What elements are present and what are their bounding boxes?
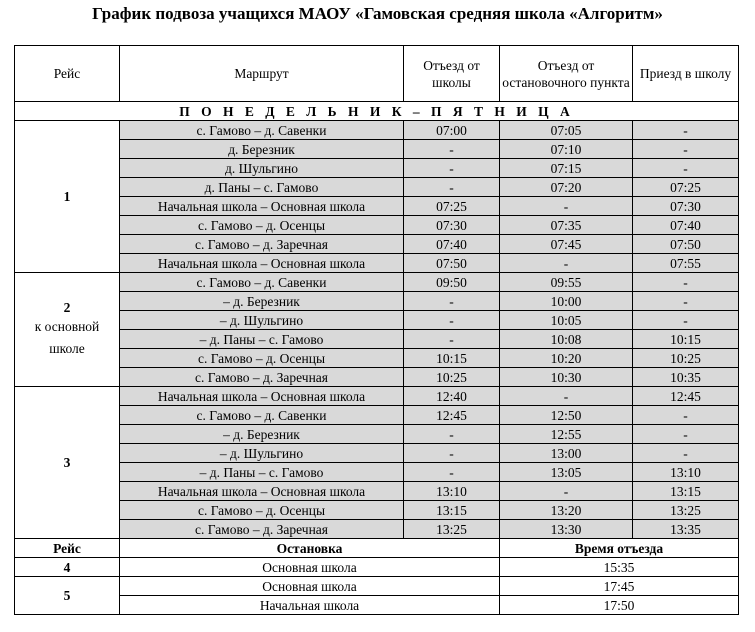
table-header-row (15, 46, 739, 102)
arrive-cell: 07:55 (633, 254, 739, 273)
depart-school-cell: - (404, 330, 500, 349)
depart-stop-cell: 13:00 (500, 444, 633, 463)
route-cell: – д. Паны – с. Гамово (120, 463, 404, 482)
depart-school-cell: - (404, 140, 500, 159)
route-cell: с. Гамово – д. Осенцы (120, 349, 404, 368)
route-cell: д. Шульгино (120, 159, 404, 178)
route-cell: – д. Паны – с. Гамово (120, 330, 404, 349)
depart-school-cell: 07:00 (404, 121, 500, 140)
arrive-cell: 10:15 (633, 330, 739, 349)
depart-stop-cell: 10:05 (500, 311, 633, 330)
table-row (15, 387, 739, 406)
table-row (15, 216, 739, 235)
depart-stop-cell: 10:08 (500, 330, 633, 349)
footer-time-cell: 17:50 (500, 596, 739, 615)
footer-header-row (15, 539, 739, 558)
depart-stop-cell: 07:15 (500, 159, 633, 178)
route-cell: Начальная школа – Основная школа (120, 387, 404, 406)
route-cell: – д. Шульгино (120, 311, 404, 330)
trip-1-group (15, 121, 739, 273)
route-cell: – д. Шульгино (120, 444, 404, 463)
trip-2-group (15, 273, 739, 387)
table-row (15, 311, 739, 330)
depart-school-cell: - (404, 463, 500, 482)
table-row (15, 558, 739, 577)
arrive-cell: 13:15 (633, 482, 739, 501)
route-cell: с. Гамово – д. Савенки (120, 406, 404, 425)
table-row (15, 292, 739, 311)
table-row (15, 121, 739, 140)
table-row (15, 482, 739, 501)
table-row (15, 330, 739, 349)
depart-stop-cell: 09:55 (500, 273, 633, 292)
days-label: П О Н Е Д Е Л Ь Н И К – П Я Т Н И Ц А (15, 102, 739, 121)
route-cell: с. Гамово – д. Осенцы (120, 501, 404, 520)
schedule-table (14, 45, 739, 615)
depart-school-cell: 07:40 (404, 235, 500, 254)
arrive-cell: - (633, 292, 739, 311)
arrive-cell: 10:35 (633, 368, 739, 387)
footer-header-reys: Рейс (15, 539, 120, 558)
table-row (15, 463, 739, 482)
depart-stop-cell: 13:05 (500, 463, 633, 482)
depart-school-cell: 13:10 (404, 482, 500, 501)
table-row (15, 178, 739, 197)
route-cell: с. Гамово – д. Заречная (120, 520, 404, 539)
footer-time-cell: 17:45 (500, 577, 739, 596)
table-row (15, 349, 739, 368)
footer-stop-cell: Начальная школа (120, 596, 500, 615)
depart-stop-cell: 10:20 (500, 349, 633, 368)
depart-stop-cell: 07:20 (500, 178, 633, 197)
route-cell: Начальная школа – Основная школа (120, 482, 404, 501)
depart-school-cell: 07:30 (404, 216, 500, 235)
trip-label (15, 273, 120, 387)
depart-stop-cell: 07:45 (500, 235, 633, 254)
depart-school-cell: 12:45 (404, 406, 500, 425)
table-row (15, 159, 739, 178)
trip-number: 3 (63, 455, 71, 470)
table-row (15, 197, 739, 216)
arrive-cell: 13:25 (633, 501, 739, 520)
table-row (15, 596, 739, 615)
route-cell: Начальная школа – Основная школа (120, 254, 404, 273)
col-header-arrive-school: Приезд в школу (633, 46, 739, 102)
depart-stop-cell: 07:35 (500, 216, 633, 235)
depart-school-cell: - (404, 292, 500, 311)
route-cell: д. Паны – с. Гамово (120, 178, 404, 197)
table-row (15, 140, 739, 159)
depart-school-cell: - (404, 444, 500, 463)
depart-stop-cell: 07:05 (500, 121, 633, 140)
depart-school-cell: - (404, 311, 500, 330)
arrive-cell: 12:45 (633, 387, 739, 406)
arrive-cell: - (633, 444, 739, 463)
trip-sublabel: к основной школе (34, 319, 100, 356)
table-row (15, 235, 739, 254)
footer-rows (15, 558, 739, 615)
table-row (15, 273, 739, 292)
route-cell: – д. Березник (120, 425, 404, 444)
depart-stop-cell: 13:20 (500, 501, 633, 520)
depart-school-cell: 07:25 (404, 197, 500, 216)
arrive-cell: - (633, 406, 739, 425)
footer-reys-cell: 5 (15, 577, 120, 615)
arrive-cell: - (633, 159, 739, 178)
depart-school-cell: - (404, 425, 500, 444)
col-header-depart-stop: Отъезд от остановочного пункта (500, 46, 633, 102)
footer-header-time: Время отъезда (500, 539, 739, 558)
route-cell: д. Березник (120, 140, 404, 159)
depart-school-cell: 13:15 (404, 501, 500, 520)
table-row (15, 501, 739, 520)
depart-stop-cell: 13:30 (500, 520, 633, 539)
table-row (15, 368, 739, 387)
depart-stop-cell: 10:30 (500, 368, 633, 387)
footer-stop-cell: Основная школа (120, 577, 500, 596)
footer-time-cell: 15:35 (500, 558, 739, 577)
route-cell: с. Гамово – д. Осенцы (120, 216, 404, 235)
depart-stop-cell: - (500, 387, 633, 406)
arrive-cell: - (633, 425, 739, 444)
table-row (15, 520, 739, 539)
depart-stop-cell: 12:55 (500, 425, 633, 444)
arrive-cell: - (633, 140, 739, 159)
depart-stop-cell: 07:10 (500, 140, 633, 159)
table-row (15, 577, 739, 596)
depart-stop-cell: - (500, 482, 633, 501)
table-row (15, 425, 739, 444)
arrive-cell: 10:25 (633, 349, 739, 368)
footer-reys-cell: 4 (15, 558, 120, 577)
depart-stop-cell: - (500, 254, 633, 273)
arrive-cell: 13:10 (633, 463, 739, 482)
route-cell: с. Гамово – д. Заречная (120, 368, 404, 387)
arrive-cell: 13:35 (633, 520, 739, 539)
arrive-cell: - (633, 121, 739, 140)
route-cell: с. Гамово – д. Савенки (120, 121, 404, 140)
table-row (15, 444, 739, 463)
depart-school-cell: 10:25 (404, 368, 500, 387)
depart-school-cell: 07:50 (404, 254, 500, 273)
footer-header-stop: Остановка (120, 539, 500, 558)
depart-stop-cell: 12:50 (500, 406, 633, 425)
arrive-cell: 07:25 (633, 178, 739, 197)
table-row (15, 254, 739, 273)
arrive-cell: - (633, 311, 739, 330)
depart-school-cell: 13:25 (404, 520, 500, 539)
trip-3-group (15, 387, 739, 539)
route-cell: – д. Березник (120, 292, 404, 311)
route-cell: с. Гамово – д. Савенки (120, 273, 404, 292)
col-header-route: Маршрут (120, 46, 404, 102)
route-cell: Начальная школа – Основная школа (120, 197, 404, 216)
depart-school-cell: - (404, 178, 500, 197)
footer-stop-cell: Основная школа (120, 558, 500, 577)
days-row (15, 102, 739, 121)
arrive-cell: 07:50 (633, 235, 739, 254)
arrive-cell: 07:40 (633, 216, 739, 235)
depart-school-cell: 12:40 (404, 387, 500, 406)
depart-school-cell: - (404, 159, 500, 178)
depart-school-cell: 09:50 (404, 273, 500, 292)
depart-stop-cell: - (500, 197, 633, 216)
arrive-cell: - (633, 273, 739, 292)
table-row (15, 406, 739, 425)
depart-school-cell: 10:15 (404, 349, 500, 368)
trip-label (15, 387, 120, 539)
page-title: График подвоза учащихся МАОУ «Гамовская средняя школа «Алгоритм» (92, 4, 663, 23)
trip-label (15, 121, 120, 273)
depart-stop-cell: 10:00 (500, 292, 633, 311)
arrive-cell: 07:30 (633, 197, 739, 216)
route-cell: с. Гамово – д. Заречная (120, 235, 404, 254)
trip-number: 1 (63, 189, 71, 204)
col-header-reys: Рейс (15, 46, 120, 102)
col-header-depart-school: Отъезд от школы (404, 46, 500, 102)
trip-number: 2 (63, 300, 71, 315)
